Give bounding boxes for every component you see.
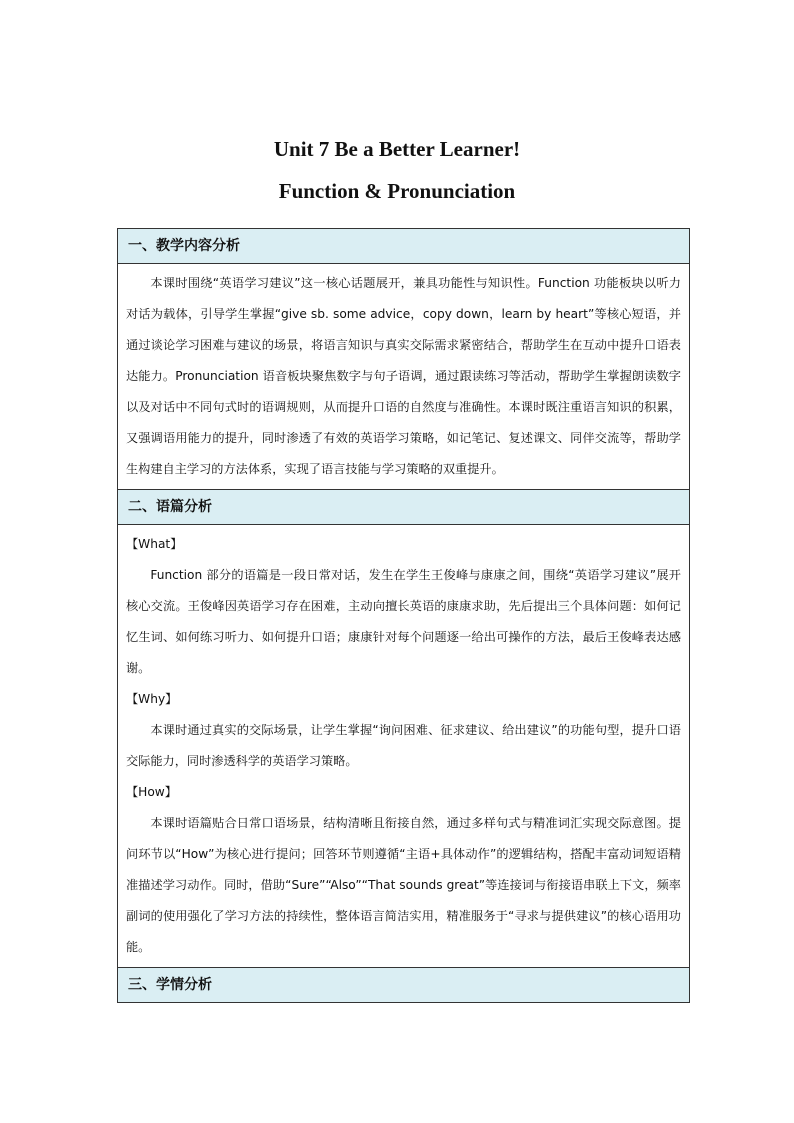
why-paragraph: 本课时通过真实的交际场景，让学生掌握“询问困难、征求建议、给出建议”的功能句型，提升口语交际能力，同时渗透科学的英语学习策略。 [126, 723, 681, 768]
how-tag: 【How】 [126, 785, 177, 799]
lesson-plan-table [117, 228, 690, 1003]
section-heading-learner-analysis: 三、学情分析 [118, 968, 690, 1003]
section-body-text-analysis [118, 525, 690, 968]
unit-title: Unit 7 Be a Better Learner! [273, 137, 521, 161]
lesson-subtitle: Function & Pronunciation [278, 179, 516, 203]
document-title [0, 128, 794, 212]
section-heading-content-analysis: 一、教学内容分析 [118, 229, 690, 264]
how-paragraph: 本课时语篇贴合日常口语场景，结构清晰且衔接自然，通过多样句式与精准词汇实现交际意图。提问环节以“How”为核心进行提问；回答环节则遵循“主语+具体动作”的逻辑结构，搭配丰富动词短语精准描述学习动作。同时，借助“Sure”“Also”“That sounds great”等连接词与衔接语串联上下文，频率副词的使用强化了学习方法的持续性，整体语言简洁实用，精准服务于“寻求与提供建议”的核心语用功能。 [126, 816, 681, 954]
what-paragraph: Function 部分的语篇是一段日常对话，发生在学生王俊峰与康康之间，围绕“英语学习建议”展开核心交流。王俊峰因英语学习存在困难，主动向擅长英语的康康求助，先后提出三个具体问题：如何记忆生词、如何练习听力、如何提升口语；康康针对每个问题逐一给出可操作的方法，最后王俊峰表达感谢。 [126, 568, 681, 675]
why-tag: 【Why】 [126, 692, 178, 706]
section-heading-text-analysis: 二、语篇分析 [118, 490, 690, 525]
what-tag: 【What】 [126, 537, 183, 551]
content-analysis-paragraph: 本课时围绕“英语学习建议”这一核心话题展开，兼具功能性与知识性。Function 功能板块以听力对话为载体，引导学生掌握“give sb. some advice，copy down，learn by heart”等核心短语，并通过谈论学习困难与建议的场景，将语言知识与真实交际需求紧密结合，帮助学生在互动中提升口语表达能力。Pronunciation 语音板块聚焦数字与句子语调，通过跟读练习等活动，帮助学生掌握朗读数字以及对话中不同句式时的语调规则，从而提升口语的自然度与准确性。本课时既注重语言知识的积累，又强调语用能力的提升，同时渗透了有效的英语学习策略，如记笔记、复述课文、同伴交流等，帮助学生构建自主学习的方法体系，实现了语言技能与学习策略的双重提升。 [126, 276, 681, 476]
section-body-content-analysis [118, 264, 690, 490]
